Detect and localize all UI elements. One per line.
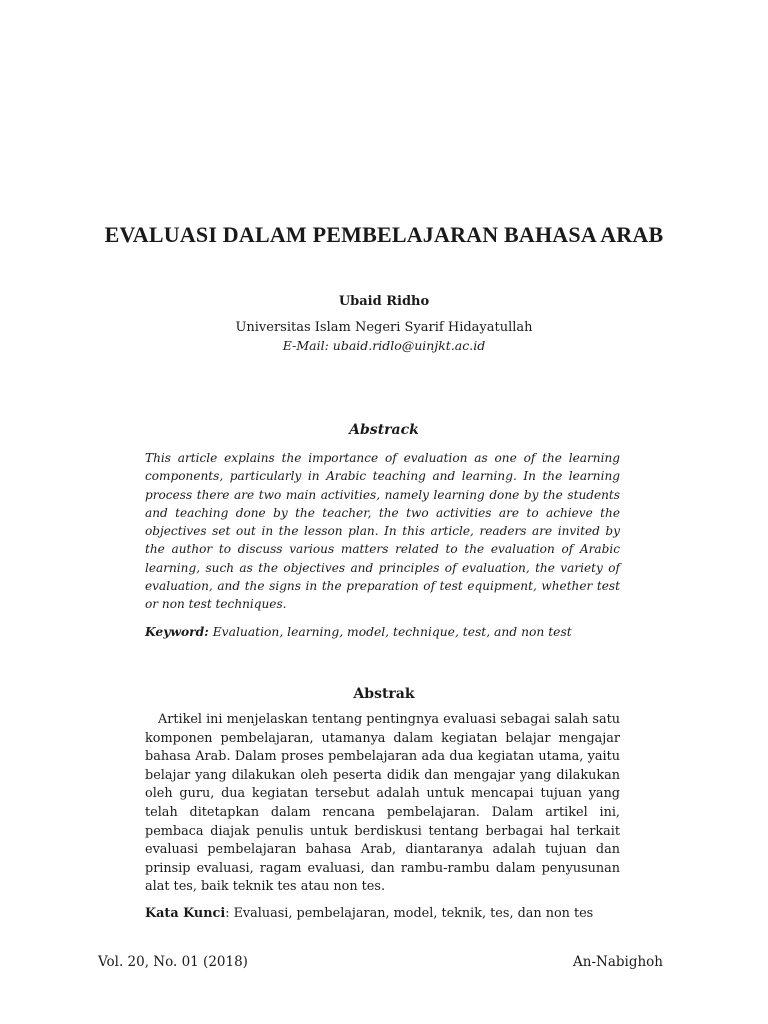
keywords-en-list: Evaluation, learning, model, technique, test, and non test (208, 625, 572, 639)
footer-volume: Vol. 20, No. 01 (2018) (98, 954, 248, 970)
abstract-id-body: Artikel ini menjelaskan tentang pentingnya evaluasi sebagai salah satu komponen pembelajaran, utamanya dalam kegiatan belajar mengajar bahasa Arab. Dalam proses pembelajaran ada dua kegiatan utama, yaitu belajar yang dilakukan oleh peserta didik dan mengajar yang dilakukan oleh guru, dua kegiatan tersebut adalah untuk mencapai tujuan yang telah ditetapkan dalam rencana pembelajaran. Dalam artikel ini, pembaca diajak penulis untuk berdiskusi tentang berbagai hal terkait evaluasi pembelajaran bahasa Arab, diantaranya adalah tujuan dan prinsip evaluasi, ragam evaluasi, dan rambu-rambu dalam penyusunan alat tes, baik teknik tes atau non tes. (145, 712, 621, 895)
abstract-id-heading: Abstrak (353, 686, 415, 702)
abstract-en-heading: Abstrack (349, 422, 419, 438)
author-affiliation: Universitas Islam Negeri Syarif Hidayatullah (235, 320, 533, 335)
author-name: Ubaid Ridho (338, 294, 430, 309)
footer-journal: An-Nabighoh (573, 954, 663, 970)
abstract-en-body: This article explains the importance of evaluation as one of the learning components, particularly in Arabic teaching and learning. In the learning process there are two main activities, namely learning done by the students and teaching done by the teacher, the two activities are to achieve the objectives set out in the lesson plan. In this article, readers are invited by the author to discuss various matters related to the evaluation of Arabic learning, such as the objectives and principles of evaluation, the variety of evaluation, and the signs in the preparation of test equipment, whether test or non test techniques. (145, 451, 620, 612)
keywords-id (145, 906, 620, 921)
keywords-id-list: : Evaluasi, pembelajaran, model, teknik, tes, dan non tes (225, 906, 594, 921)
paper-title: EVALUASI DALAM PEMBELAJARAN BAHASA ARAB (104, 222, 664, 247)
keywords-id-label: Kata Kunci (145, 906, 226, 921)
keywords-en-label: Keyword: (145, 624, 209, 639)
keywords-en (145, 624, 620, 639)
author-email: E-Mail: ubaid.ridlo@uinjkt.ac.id (282, 338, 486, 353)
